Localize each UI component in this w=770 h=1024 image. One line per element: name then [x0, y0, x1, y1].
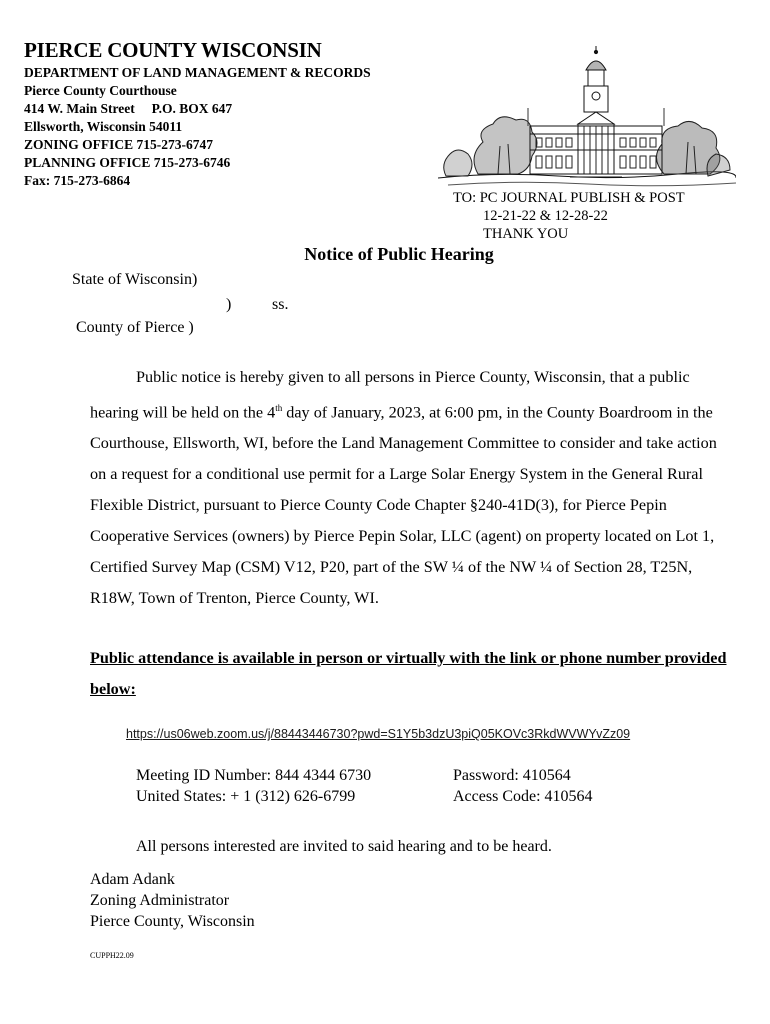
notice-body-part1: Public notice is hereby given to all persons in Pierce County, Wisconsin, that a public hearing will be held on the 4: [90, 368, 690, 422]
signer-name: Adam Adank: [90, 871, 175, 888]
courthouse-name: Pierce County Courthouse: [24, 83, 177, 98]
signer-title: Zoning Administrator: [90, 892, 230, 909]
venue-ss: ss.: [272, 296, 289, 313]
ordinal-suffix: th: [275, 403, 283, 413]
meeting-details-right: [453, 765, 593, 807]
venue-county: County of Pierce ): [76, 319, 194, 336]
venue-paren: ): [226, 296, 232, 313]
courthouse-illustration: [438, 46, 736, 192]
zoom-meeting-link[interactable]: https://us06web.zoom.us/j/88443446730?pwd=S1Y5b3dzU3piQ05KOVc3RkdWVWYvZz09: [126, 727, 631, 741]
document-code: CUPPH22.09: [90, 951, 134, 960]
signature-block: [90, 869, 255, 932]
planning-office-phone: PLANNING OFFICE 715-273-6746: [24, 155, 231, 170]
street-address: 414 W. Main Street P.O. BOX 647: [24, 101, 233, 116]
venue-state: State of Wisconsin): [72, 271, 198, 288]
publication-dates: 12-21-22 & 12-28-22: [483, 208, 608, 224]
signer-organization: Pierce County, Wisconsin: [90, 913, 255, 930]
fax-number: Fax: 715-273-6864: [24, 173, 131, 188]
meeting-password: Password: 410564: [453, 767, 571, 784]
thank-you-note: THANK YOU: [483, 226, 569, 242]
meeting-id: Meeting ID Number: 844 4344 6730: [136, 767, 372, 784]
notice-title: Notice of Public Hearing: [304, 244, 494, 264]
publication-recipient: TO: PC JOURNAL PUBLISH & POST: [453, 190, 685, 206]
dial-in-number: United States: + 1 (312) 626-6799: [136, 788, 356, 805]
invitation-statement: All persons interested are invited to said hearing and to be heard.: [136, 838, 552, 855]
notice-body: [90, 362, 730, 614]
meeting-details-left: [136, 765, 371, 807]
department-name: DEPARTMENT OF LAND MANAGEMENT & RECORDS: [24, 65, 371, 80]
notice-body-part2: day of January, 2023, at 6:00 pm, in the County Boardroom in the Courthouse, Ellsworth, WI, before the Land Management Committee to consider and take action on a request for a conditional use permit for a Large Solar Energy System in the General Rural Flexible District, pursuant to Pierce County Code Chapter §240-41D(3), for Pierce Pepin Cooperative Services (owners) by Pierce Pepin Solar, LLC (agent) on property located on Lot 1, Certified Survey Map (CSM) V12, P20, part of the SW ¼ of the NW ¼ of Section 28, T25N, R18W, Town of Trenton, Pierce County, WI.: [90, 403, 717, 608]
publication-instructions: [453, 189, 685, 243]
attendance-note: Public attendance is available in person or virtually with the link or phone number provided below:: [90, 649, 727, 698]
access-code: Access Code: 410564: [453, 788, 593, 805]
city-address: Ellsworth, Wisconsin 54011: [24, 119, 183, 134]
county-title: PIERCE COUNTY WISCONSIN: [24, 38, 322, 62]
zoning-office-phone: ZONING OFFICE 715-273-6747: [24, 137, 213, 152]
